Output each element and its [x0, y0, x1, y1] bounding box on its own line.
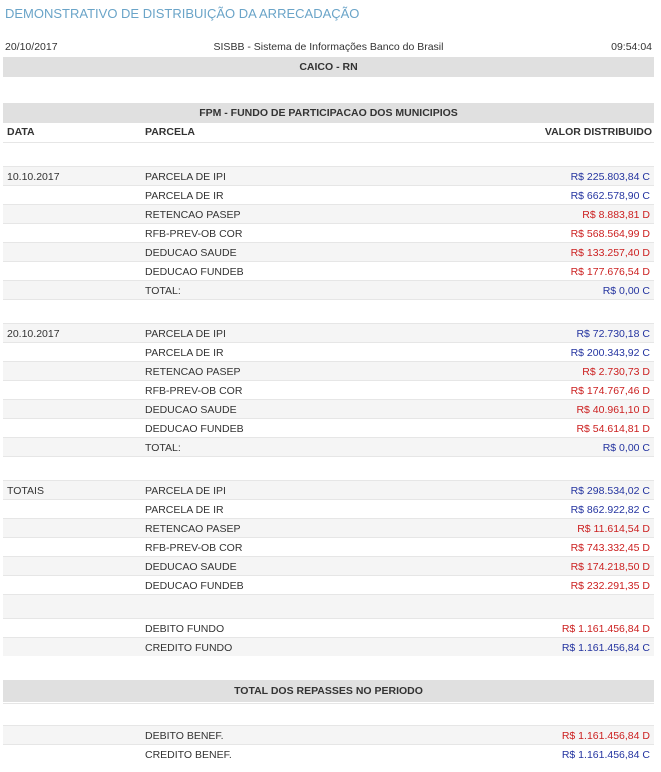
spacer-row	[3, 456, 654, 480]
system-name: SISBB - Sistema de Informações Banco do Brasil	[213, 41, 444, 53]
row-valor: R$ 568.564,99 D	[570, 228, 650, 240]
spacer-row	[3, 594, 654, 618]
row-parcela: DEDUCAO FUNDEB	[145, 423, 244, 435]
report-date: 20/10/2017	[5, 41, 58, 53]
table-row	[3, 575, 654, 594]
row-parcela: RETENCAO PASEP	[145, 366, 241, 378]
row-parcela: RFB-PREV-OB COR	[145, 385, 243, 397]
table-row	[3, 185, 654, 204]
row-valor: R$ 662.578,90 C	[570, 190, 650, 202]
row-parcela: PARCELA DE IPI	[145, 328, 226, 340]
row-valor: R$ 2.730,73 D	[582, 366, 650, 378]
row-valor: R$ 1.161.456,84 C	[561, 749, 650, 761]
row-parcela: PARCELA DE IPI	[145, 485, 226, 497]
page-title: DEMONSTRATIVO DE DISTRIBUIÇÃO DA ARRECADAÇÃO	[5, 6, 360, 21]
row-valor: R$ 862.922,82 C	[570, 504, 650, 516]
row-parcela: RETENCAO PASEP	[145, 209, 241, 221]
row-valor: R$ 1.161.456,84 D	[561, 730, 650, 742]
row-valor: R$ 174.767,46 D	[570, 385, 650, 397]
row-valor: R$ 133.257,40 D	[570, 247, 650, 259]
row-valor: R$ 225.803,84 C	[570, 171, 650, 183]
row-valor: R$ 177.676,54 D	[570, 266, 650, 278]
table-row	[3, 166, 654, 185]
table-row	[3, 342, 654, 361]
table-row	[3, 399, 654, 418]
row-parcela: RFB-PREV-OB COR	[145, 228, 243, 240]
table-row	[3, 261, 654, 280]
row-valor: R$ 232.291,35 D	[570, 580, 650, 592]
spacer-row	[3, 299, 654, 323]
row-parcela: DEDUCAO FUNDEB	[145, 266, 244, 278]
table-row	[3, 223, 654, 242]
table-row	[3, 518, 654, 537]
table-row	[3, 480, 654, 499]
row-date: 20.10.2017	[7, 328, 60, 340]
table-row	[3, 556, 654, 575]
row-parcela: PARCELA DE IR	[145, 190, 224, 202]
row-parcela: DEDUCAO SAUDE	[145, 247, 237, 259]
table-row	[3, 204, 654, 223]
row-valor: R$ 298.534,02 C	[570, 485, 650, 497]
row-parcela: PARCELA DE IR	[145, 504, 224, 516]
table-row	[3, 437, 654, 456]
row-valor: R$ 0,00 C	[602, 442, 650, 454]
row-parcela: DEBITO FUNDO	[145, 623, 225, 635]
row-parcela: DEDUCAO FUNDEB	[145, 580, 244, 592]
table-row	[3, 499, 654, 518]
spacer-row	[3, 703, 654, 725]
row-parcela: RFB-PREV-OB COR	[145, 542, 243, 554]
table-row	[3, 637, 654, 656]
row-parcela: DEDUCAO SAUDE	[145, 404, 237, 416]
table-row	[3, 418, 654, 437]
row-parcela: TOTAL:	[145, 442, 181, 454]
table-row	[3, 280, 654, 299]
row-valor: R$ 1.161.456,84 D	[561, 623, 650, 635]
row-date: 10.10.2017	[7, 171, 60, 183]
row-valor: R$ 743.332,45 D	[570, 542, 650, 554]
table-row	[3, 323, 654, 342]
repasses-title-bar: TOTAL DOS REPASSES NO PERIODO	[3, 680, 654, 702]
row-parcela: CREDITO BENEF.	[145, 749, 232, 761]
row-parcela: RETENCAO PASEP	[145, 523, 241, 535]
table-row	[3, 618, 654, 637]
row-valor: R$ 8.883,81 D	[582, 209, 650, 221]
table-row	[3, 380, 654, 399]
row-parcela: DEBITO BENEF.	[145, 730, 224, 742]
row-parcela: CREDITO FUNDO	[145, 642, 233, 654]
row-valor: R$ 11.614,54 D	[577, 523, 650, 535]
row-parcela: PARCELA DE IR	[145, 347, 224, 359]
row-parcela: DEDUCAO SAUDE	[145, 561, 237, 573]
row-valor: R$ 72.730,18 C	[576, 328, 650, 340]
column-header-valor: VALOR DISTRIBUIDO	[544, 126, 652, 138]
row-valor: R$ 1.161.456,84 C	[561, 642, 650, 654]
row-valor: R$ 174.218,50 D	[570, 561, 650, 573]
row-valor: R$ 0,00 C	[602, 285, 650, 297]
table-row	[3, 744, 654, 763]
report-time: 09:54:04	[611, 41, 652, 53]
report-meta	[3, 41, 654, 56]
row-valor: R$ 54.614,81 D	[576, 423, 650, 435]
row-valor: R$ 40.961,10 D	[576, 404, 650, 416]
column-header-parcela: PARCELA	[145, 126, 195, 138]
row-date: TOTAIS	[7, 485, 44, 497]
spacer-row	[3, 142, 654, 166]
table-row	[3, 537, 654, 556]
city-bar: CAICO - RN	[3, 57, 654, 77]
row-valor: R$ 200.343,92 C	[570, 347, 650, 359]
fund-title-bar: FPM - FUNDO DE PARTICIPACAO DOS MUNICIPIOS	[3, 103, 654, 123]
row-parcela: TOTAL:	[145, 285, 181, 297]
row-parcela: PARCELA DE IPI	[145, 171, 226, 183]
table-row	[3, 725, 654, 744]
table-row	[3, 361, 654, 380]
table-row	[3, 242, 654, 261]
table-header	[3, 124, 654, 141]
column-header-data: DATA	[7, 126, 35, 138]
